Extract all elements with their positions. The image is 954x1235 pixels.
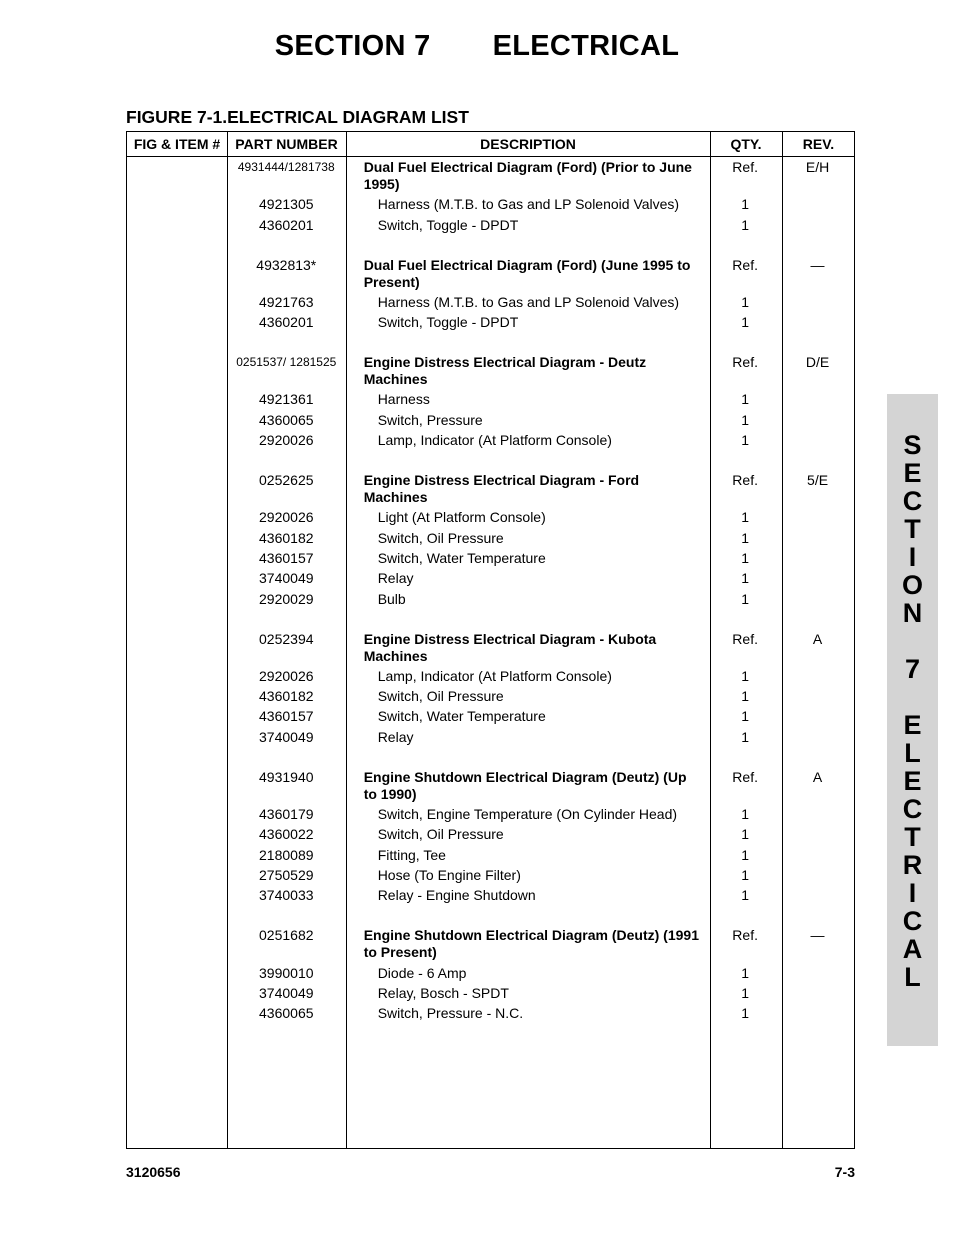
part-number-cell: 4360157 bbox=[259, 708, 314, 725]
qty-cell: 1 bbox=[741, 728, 750, 745]
fig-item-cell bbox=[127, 826, 227, 843]
part-number-cell: 4360201 bbox=[259, 216, 314, 233]
part-number-cell: 0251682 bbox=[259, 927, 314, 944]
part-number-cell: 3740033 bbox=[259, 887, 314, 904]
rev-cell bbox=[781, 412, 854, 429]
description-cell: Engine Distress Electrical Diagram - Deutz Machines bbox=[363, 354, 647, 388]
description-cell: Harness bbox=[377, 391, 430, 408]
table-row bbox=[127, 867, 854, 884]
table-row bbox=[127, 570, 854, 587]
table-row bbox=[127, 412, 854, 429]
fig-item-cell bbox=[127, 159, 227, 193]
table-row bbox=[127, 432, 854, 449]
table-row bbox=[127, 1005, 854, 1022]
qty-cell: 1 bbox=[741, 314, 750, 331]
rev-cell bbox=[781, 688, 854, 705]
qty-cell: Ref. bbox=[732, 159, 758, 175]
side-tab-letter: C bbox=[902, 794, 923, 824]
fig-item-cell bbox=[127, 806, 227, 823]
fig-item-cell bbox=[127, 509, 227, 526]
qty-cell: Ref. bbox=[732, 472, 758, 489]
rev-cell: D/E bbox=[805, 354, 830, 371]
part-number-cell: 2180089 bbox=[259, 846, 314, 863]
qty-cell: 1 bbox=[741, 529, 750, 546]
side-tab-letter: I bbox=[908, 878, 917, 908]
side-tab-letter: E bbox=[903, 458, 922, 488]
part-number-cell: 4921763 bbox=[259, 293, 314, 310]
part-number-cell: 2920026 bbox=[259, 667, 314, 684]
description-cell: Switch, Pressure - N.C. bbox=[377, 1005, 524, 1022]
side-tab-letter: L bbox=[904, 738, 921, 768]
qty-cell: 1 bbox=[741, 964, 750, 981]
qty-cell: 1 bbox=[741, 667, 750, 684]
side-tab-letter: E bbox=[903, 766, 922, 796]
qty-cell: 1 bbox=[741, 196, 750, 213]
column-header-rev: REV. bbox=[802, 136, 835, 152]
fig-item-cell bbox=[127, 432, 227, 449]
description-cell: Relay bbox=[377, 728, 414, 745]
rev-cell bbox=[781, 432, 854, 449]
qty-cell: 1 bbox=[741, 1005, 750, 1022]
table-row bbox=[127, 708, 854, 725]
side-tab-letter: L bbox=[904, 962, 921, 992]
description-cell: Fitting, Tee bbox=[377, 846, 446, 863]
qty-cell: 1 bbox=[741, 708, 750, 725]
part-number-cell: 3740049 bbox=[259, 984, 314, 1001]
table-row bbox=[127, 530, 854, 547]
qty-cell: 1 bbox=[741, 216, 750, 233]
description-cell: Light (At Platform Console) bbox=[377, 509, 546, 526]
side-tab-letter: R bbox=[902, 850, 923, 880]
qty-cell: 1 bbox=[741, 826, 750, 843]
qty-cell: 1 bbox=[741, 590, 750, 607]
rev-cell bbox=[781, 729, 854, 746]
part-number-cell: 4360065 bbox=[259, 411, 314, 428]
description-cell: Dual Fuel Electrical Diagram (Ford) (Prior to June 1995) bbox=[363, 159, 692, 192]
part-number-cell: 4360179 bbox=[259, 806, 314, 823]
part-number-cell: 4360182 bbox=[259, 529, 314, 546]
table-row-diagram bbox=[127, 159, 854, 193]
table-row bbox=[127, 196, 854, 213]
column-header-fig-item: FIG & ITEM # bbox=[133, 136, 221, 152]
fig-item-cell bbox=[127, 257, 227, 291]
fig-item-cell bbox=[127, 887, 227, 904]
part-number-cell: 3990010 bbox=[259, 964, 314, 981]
fig-item-cell bbox=[127, 314, 227, 331]
part-number-cell: 4921361 bbox=[259, 391, 314, 408]
description-cell: Harness (M.T.B. to Gas and LP Solenoid Valves) bbox=[377, 293, 680, 310]
rev-cell bbox=[781, 826, 854, 843]
rev-cell bbox=[781, 965, 854, 982]
table-body bbox=[127, 159, 854, 1022]
part-number-cell: 4360182 bbox=[259, 688, 314, 705]
fig-item-cell bbox=[127, 668, 227, 685]
fig-item-cell bbox=[127, 688, 227, 705]
table-row bbox=[127, 217, 854, 234]
fig-item-cell bbox=[127, 570, 227, 587]
side-tab-letter: C bbox=[902, 906, 923, 936]
column-header-description: DESCRIPTION bbox=[480, 136, 576, 152]
fig-item-cell bbox=[127, 591, 227, 608]
table-row bbox=[127, 591, 854, 608]
table-row bbox=[127, 847, 854, 864]
description-cell: Engine Shutdown Electrical Diagram (Deutz) (Up to 1990) bbox=[363, 768, 687, 802]
fig-item-cell bbox=[127, 965, 227, 982]
qty-cell: 1 bbox=[741, 509, 750, 526]
fig-item-cell bbox=[127, 472, 227, 506]
fig-item-cell bbox=[127, 196, 227, 213]
section-name: ELECTRICAL bbox=[492, 30, 680, 62]
side-tab-letter: S bbox=[903, 430, 922, 460]
qty-cell: 1 bbox=[741, 391, 750, 408]
fig-item-cell bbox=[127, 412, 227, 429]
part-number-cell: 4931940 bbox=[259, 768, 314, 785]
rev-cell bbox=[781, 570, 854, 587]
section-number: SECTION 7 bbox=[274, 30, 431, 62]
table-row-diagram bbox=[127, 631, 854, 665]
description-cell: Dual Fuel Electrical Diagram (Ford) (June 1995 to Present) bbox=[363, 256, 691, 290]
qty-cell: 1 bbox=[741, 432, 750, 449]
qty-cell: 1 bbox=[741, 887, 750, 904]
side-tab-letter: N bbox=[902, 598, 923, 628]
qty-cell: Ref. bbox=[732, 927, 758, 944]
description-cell: Switch, Oil Pressure bbox=[377, 688, 504, 705]
part-number-cell: 4360022 bbox=[259, 826, 314, 843]
rev-cell bbox=[781, 847, 854, 864]
table-row-diagram bbox=[127, 769, 854, 803]
rev-cell bbox=[781, 591, 854, 608]
rev-cell bbox=[781, 985, 854, 1002]
description-cell: Relay, Bosch - SPDT bbox=[377, 984, 509, 1001]
parts-table bbox=[126, 131, 855, 1149]
qty-cell: 1 bbox=[741, 688, 750, 705]
side-tab-letter: 7 bbox=[904, 654, 921, 684]
part-number-cell: 4931444/1281738 bbox=[237, 160, 335, 174]
rev-cell bbox=[781, 530, 854, 547]
description-cell: Switch, Toggle - DPDT bbox=[377, 314, 519, 331]
qty-cell: 1 bbox=[741, 984, 750, 1001]
description-cell: Hose (To Engine Filter) bbox=[377, 866, 521, 883]
column-header-qty: QTY. bbox=[730, 136, 762, 152]
qty-cell: 1 bbox=[741, 411, 750, 428]
fig-item-cell bbox=[127, 985, 227, 1002]
description-cell: Switch, Water Temperature bbox=[377, 549, 546, 566]
part-number-cell: 4360065 bbox=[259, 1005, 314, 1022]
qty-cell: 1 bbox=[741, 806, 750, 823]
table-row bbox=[127, 668, 854, 685]
figure-title: FIGURE 7-1.ELECTRICAL DIAGRAM LIST bbox=[126, 107, 469, 127]
side-tab-letter: T bbox=[904, 514, 921, 544]
rev-cell: E/H bbox=[805, 159, 830, 175]
rev-cell bbox=[781, 196, 854, 213]
rev-cell: 5/E bbox=[807, 472, 829, 489]
qty-cell: 1 bbox=[741, 549, 750, 566]
part-number-cell: 2750529 bbox=[259, 866, 314, 883]
qty-cell: 1 bbox=[741, 846, 750, 863]
fig-item-cell bbox=[127, 217, 227, 234]
document-number: 3120656 bbox=[126, 1164, 181, 1180]
fig-item-cell bbox=[127, 1005, 227, 1022]
fig-item-cell bbox=[127, 708, 227, 725]
fig-item-cell bbox=[127, 729, 227, 746]
rev-cell bbox=[781, 887, 854, 904]
description-cell: Switch, Engine Temperature (On Cylinder Head) bbox=[377, 806, 678, 823]
description-cell: Switch, Pressure bbox=[377, 411, 483, 428]
description-cell: Switch, Toggle - DPDT bbox=[377, 216, 519, 233]
table-row bbox=[127, 294, 854, 311]
fig-item-cell bbox=[127, 550, 227, 567]
rev-cell bbox=[781, 217, 854, 234]
part-number-cell: 3740049 bbox=[259, 570, 314, 587]
rev-cell bbox=[781, 391, 854, 408]
rev-cell: — bbox=[810, 927, 825, 944]
part-number-cell: 2920026 bbox=[259, 432, 314, 449]
description-cell: Engine Distress Electrical Diagram - Kubota Machines bbox=[363, 630, 657, 664]
description-cell: Engine Distress Electrical Diagram - Ford Machines bbox=[363, 472, 640, 506]
part-number-cell: 4932813* bbox=[256, 256, 317, 273]
description-cell: Engine Shutdown Electrical Diagram (Deutz) (1991 to Present) bbox=[363, 927, 699, 961]
fig-item-cell bbox=[127, 294, 227, 311]
fig-item-cell bbox=[127, 631, 227, 665]
description-cell: Switch, Water Temperature bbox=[377, 708, 546, 725]
table-row bbox=[127, 826, 854, 843]
table-row-diagram bbox=[127, 472, 854, 506]
table-row bbox=[127, 688, 854, 705]
part-number-cell: 3740049 bbox=[259, 728, 314, 745]
qty-cell: 1 bbox=[741, 570, 750, 587]
fig-item-cell bbox=[127, 927, 227, 961]
rev-cell bbox=[781, 806, 854, 823]
section-title bbox=[0, 30, 954, 63]
fig-item-cell bbox=[127, 391, 227, 408]
description-cell: Lamp, Indicator (At Platform Console) bbox=[377, 432, 612, 449]
description-cell: Switch, Oil Pressure bbox=[377, 826, 504, 843]
side-tab-letter: T bbox=[904, 822, 921, 852]
qty-cell: Ref. bbox=[732, 256, 758, 273]
rev-cell bbox=[781, 550, 854, 567]
description-cell: Lamp, Indicator (At Platform Console) bbox=[377, 667, 612, 684]
part-number-cell: 2920029 bbox=[259, 590, 314, 607]
description-cell: Diode - 6 Amp bbox=[377, 964, 467, 981]
table-row bbox=[127, 965, 854, 982]
rev-cell: A bbox=[812, 768, 823, 785]
part-number-cell: 4360201 bbox=[259, 314, 314, 331]
table-row bbox=[127, 550, 854, 567]
side-tab-letter: I bbox=[908, 542, 917, 572]
table-row bbox=[127, 314, 854, 331]
description-cell: Relay bbox=[377, 570, 414, 587]
rev-cell bbox=[781, 708, 854, 725]
section-side-tab bbox=[887, 394, 938, 1046]
qty-cell: 1 bbox=[741, 866, 750, 883]
rev-cell bbox=[781, 1005, 854, 1022]
fig-item-cell bbox=[127, 847, 227, 864]
part-number-cell: 0252625 bbox=[259, 472, 314, 489]
part-number-cell: 0251537/ 1281525 bbox=[236, 355, 337, 370]
rev-cell: — bbox=[810, 256, 825, 273]
rev-cell bbox=[781, 314, 854, 331]
part-number-cell: 4921305 bbox=[259, 196, 314, 213]
table-row-diagram bbox=[127, 927, 854, 961]
description-cell: Bulb bbox=[377, 590, 406, 607]
table-row bbox=[127, 887, 854, 904]
qty-cell: Ref. bbox=[732, 768, 758, 785]
table-row bbox=[127, 806, 854, 823]
description-cell: Switch, Oil Pressure bbox=[377, 529, 504, 546]
table-row-diagram bbox=[127, 257, 854, 291]
table-row bbox=[127, 729, 854, 746]
table-row-diagram bbox=[127, 354, 854, 388]
fig-item-cell bbox=[127, 530, 227, 547]
qty-cell: 1 bbox=[741, 293, 750, 310]
table-row bbox=[127, 509, 854, 526]
column-header-part-number: PART NUMBER bbox=[235, 136, 338, 152]
rev-cell: A bbox=[812, 630, 823, 647]
qty-cell: Ref. bbox=[732, 630, 758, 647]
rev-cell bbox=[781, 668, 854, 685]
side-tab-letter: E bbox=[903, 710, 922, 740]
qty-cell: Ref. bbox=[732, 354, 758, 371]
table-header bbox=[127, 132, 854, 157]
description-cell: Relay - Engine Shutdown bbox=[377, 887, 536, 904]
rev-cell bbox=[781, 867, 854, 884]
page-number: 7-3 bbox=[834, 1164, 855, 1180]
part-number-cell: 0252394 bbox=[259, 630, 314, 647]
fig-item-cell bbox=[127, 867, 227, 884]
side-tab-letter: A bbox=[902, 934, 923, 964]
part-number-cell: 4360157 bbox=[259, 549, 314, 566]
fig-item-cell bbox=[127, 769, 227, 803]
rev-cell bbox=[781, 509, 854, 526]
side-tab-letter: C bbox=[902, 486, 923, 516]
table-row bbox=[127, 391, 854, 408]
fig-item-cell bbox=[127, 354, 227, 388]
description-cell: Harness (M.T.B. to Gas and LP Solenoid Valves) bbox=[377, 196, 680, 213]
side-tab-letter: O bbox=[901, 570, 923, 600]
part-number-cell: 2920026 bbox=[259, 509, 314, 526]
rev-cell bbox=[781, 294, 854, 311]
table-row bbox=[127, 985, 854, 1002]
